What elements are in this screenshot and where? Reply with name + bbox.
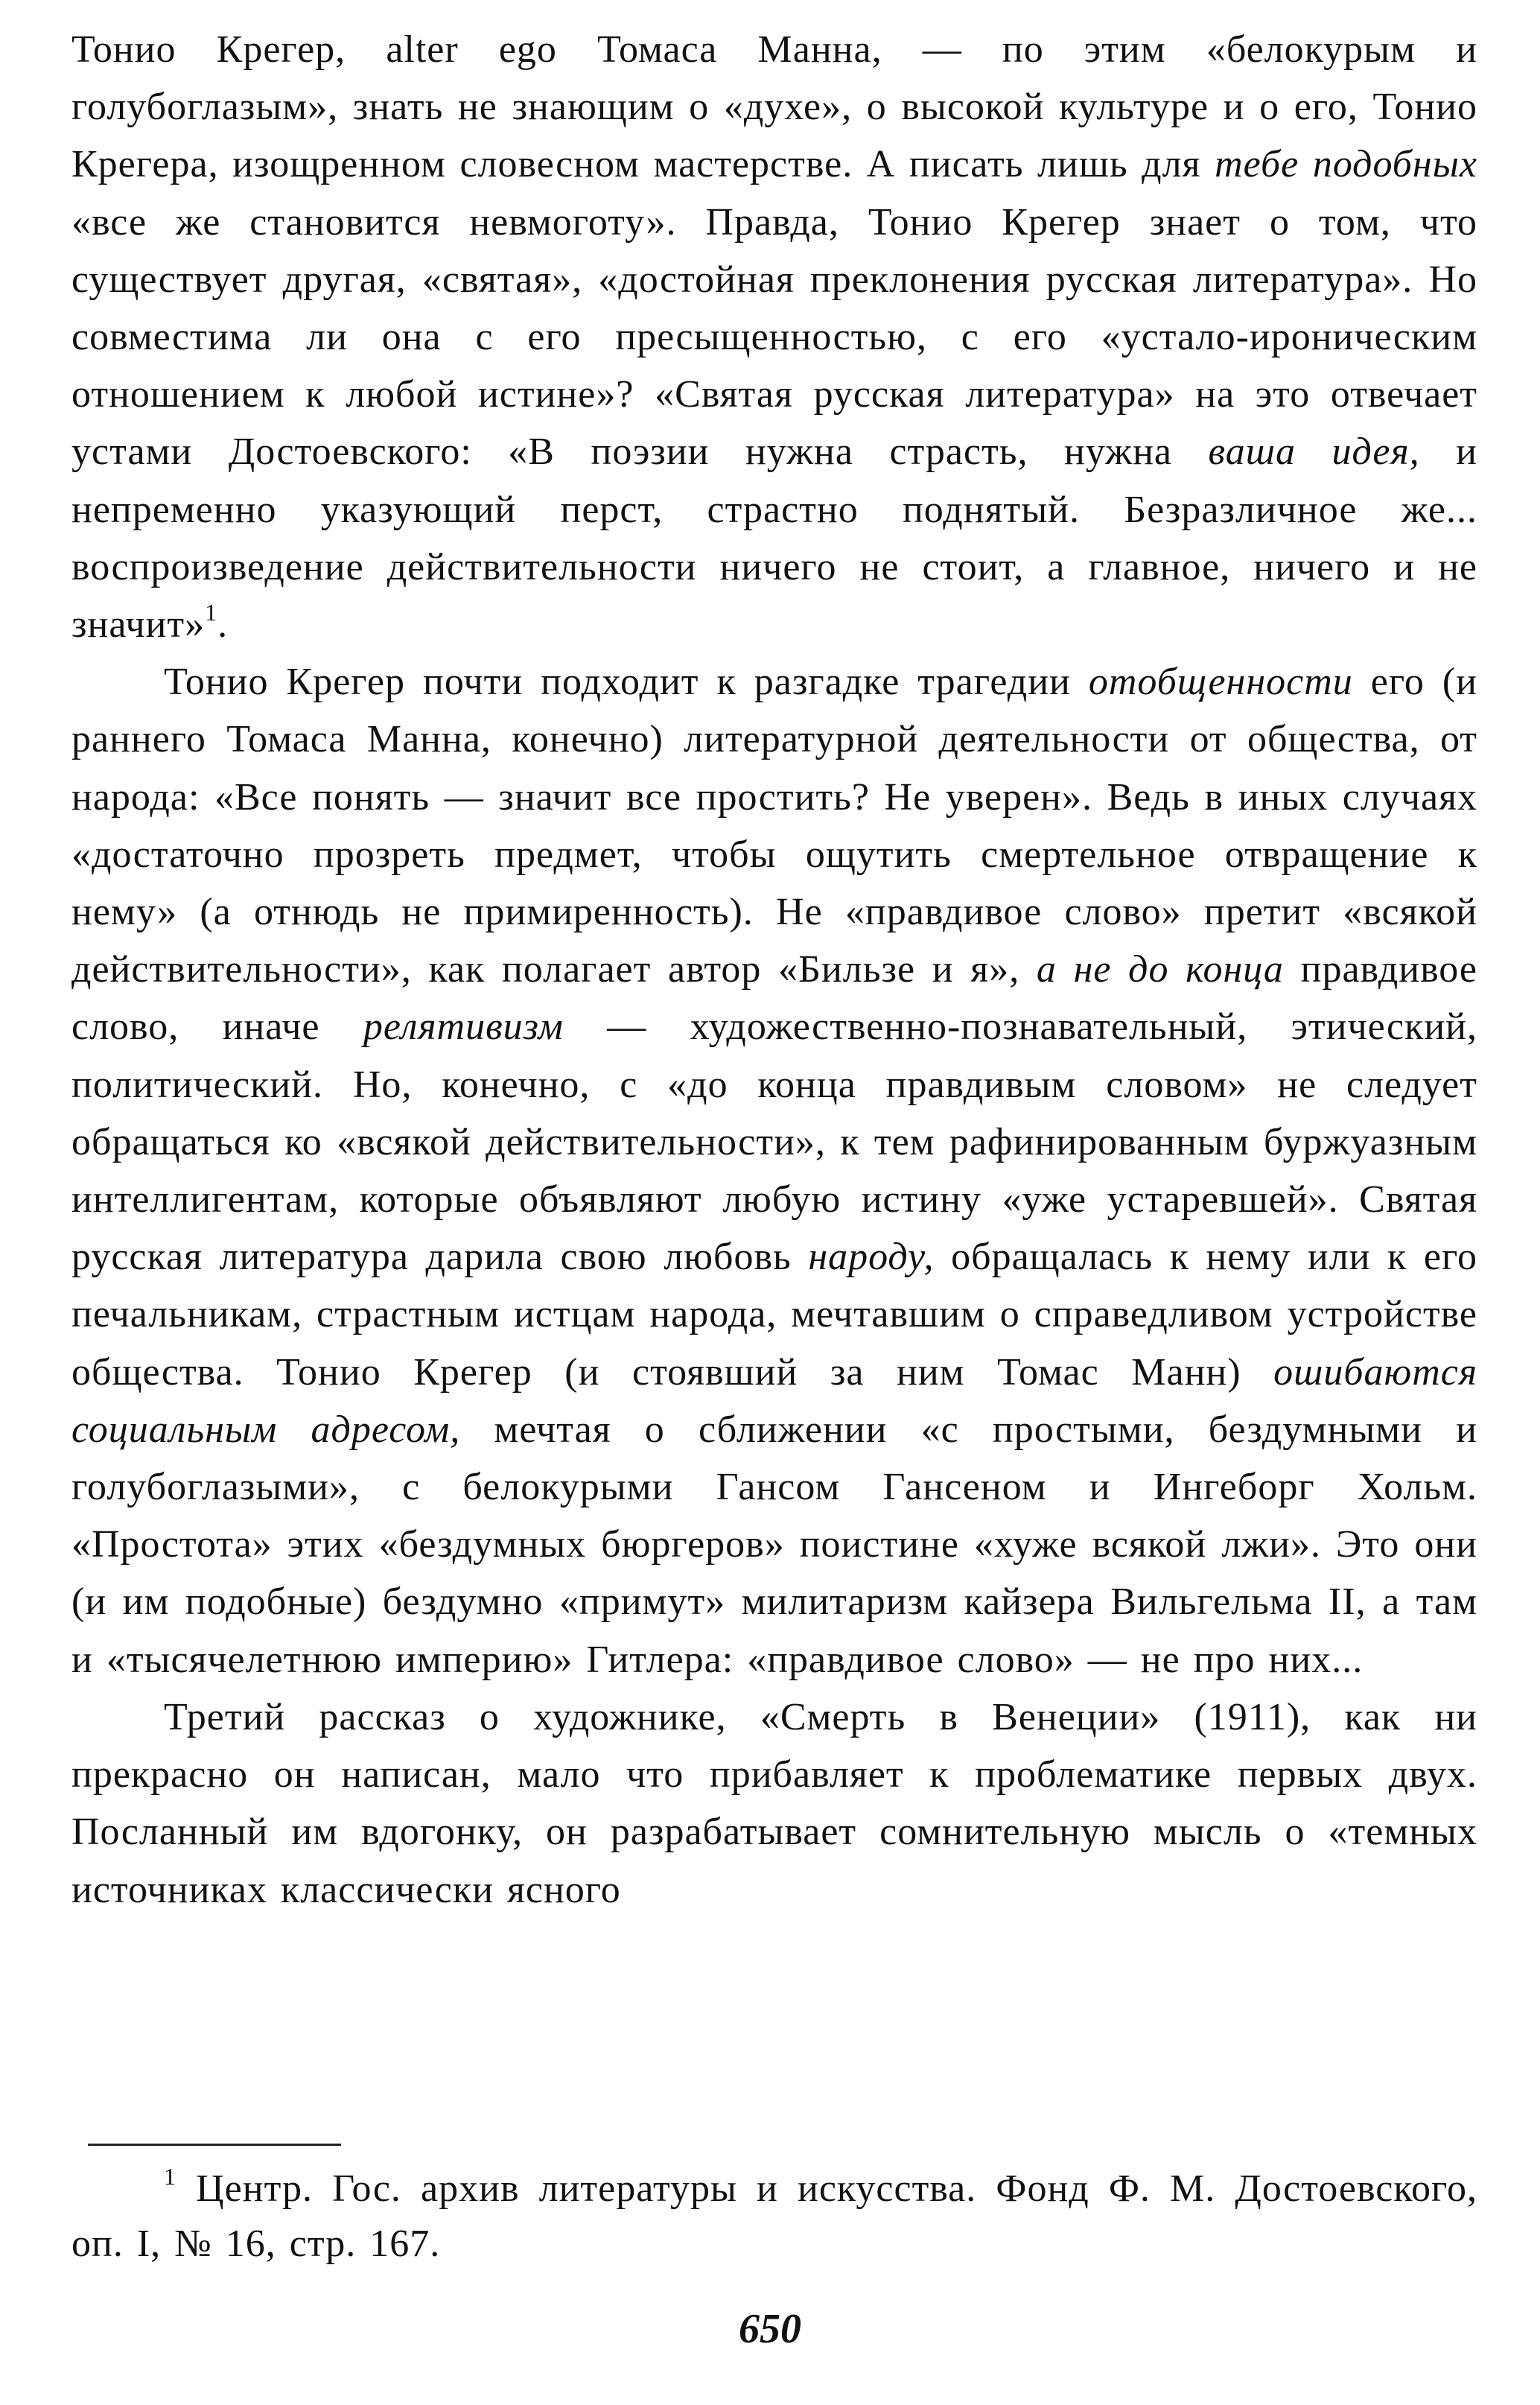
emphasis-vasha-ideya: ваша идея,: [1208, 431, 1420, 474]
footnote-mark: 1: [164, 2163, 176, 2190]
emphasis-tebe-podobnyh: тебе подобных: [1215, 143, 1478, 186]
emphasis-oshibayutsya-adresom: ошибаются социальным адресом,: [71, 1350, 1477, 1451]
footnote: [71, 2161, 1477, 2272]
paragraph-1-text: «все же становится невмоготу». Правда, Тонио Крегер знает о том, что существует другая, «святая», «достойная преклонения русская литература». Но совместима ли она с его пресыщенностью, с его «устало-ироническим отношением к любой истине»? «Святая русская литература» на это отвечает устами Достоевского: «В поэзии нужна страсть, нужна: [71, 200, 1477, 474]
paragraph-1: [71, 21, 1477, 653]
paragraph-2-text: — художественно-познавательный, этический, политический. Но, конечно, с «до конца правдивым словом» не следует обращаться ко «всякой действительности», к тем рафинированным буржуазным интеллигентам, которые объявляют любую истину «уже устаревшей». Святая русская литература дарила свою любовь: [71, 1005, 1477, 1279]
paragraph-2-text: обращалась к нему или к его печальникам, страстным истцам народа, мечтавшим о справедливом устройстве общества. Тонио Крегер (и стоявший за ним Томас Манн): [71, 1236, 1477, 1394]
paragraph-2-text: Тонио Крегер почти подходит к разгадке трагедии: [164, 661, 1089, 704]
emphasis-otobshchennosti: отобщенности: [1088, 661, 1353, 704]
page-number: 650: [739, 2306, 801, 2352]
footnote-divider: [88, 2144, 341, 2146]
paragraph-2: [71, 653, 1477, 1688]
paragraph-3-text: Третий рассказ о художнике, «Смерть в Венеции» (1911), как ни прекрасно он написан, мало что прибавляет к проблематике первых двух. Посланный им вдогонку, он разрабатывает сомнительную мысль о «темных источниках классически ясного: [71, 1695, 1477, 1911]
paragraph-2-text: правдивое слово, иначе: [71, 948, 1477, 1049]
emphasis-relyativizm: релятивизм: [363, 1005, 564, 1049]
paragraph-1-text: Тонио Крегер, alter ego Томаса Манна, — по этим «белокурым и голубоглазым», знать не знающим о «духе», о высокой культуре и о его, Тонио Крегера, изощренном словесном мастерстве. А писать лишь для: [71, 28, 1477, 186]
footnote-reference: 1: [205, 599, 218, 626]
paragraph-2-text: мечтая о сближении «с простыми, бездумными и голубоглазыми», с белокурыми Гансом Гансеном и Ингеборг Хольм. «Простота» этих «бездумных бюргеров» поистине «хуже всякой лжи». Это они (и им подобные) бездумно «примут» милитаризм кайзера Вильгельма II, а там и «тысячелетнюю империю» Гитлера: «правдивое слово» — не про них...: [71, 1408, 1478, 1681]
paragraph-1-text: и непременно указующий перст, страстно поднятый. Безразличное же... воспроизведение действительности ничего не стоит, а главное, ничего и не значит»: [71, 431, 1477, 646]
emphasis-narodu: народу,: [808, 1236, 935, 1279]
footnote-text: Центр. Гос. архив литературы и искусства. Фонд Ф. М. Достоевского, оп. I, № 16, стр. 167.: [71, 2167, 1478, 2265]
paragraph-3: [71, 1688, 1477, 1919]
emphasis-a-ne-do-kontsa: а не до конца: [1036, 948, 1284, 991]
paragraph-2-text: его (и раннего Томаса Манна, конечно) литературной деятельности от общества, от народа: «Все понять — значит все простить? Не уверен». Ведь в иных случаях «достаточно прозреть предмет, чтобы ощутить смертельное отвращение к нему» (а отнюдь не примиренность). Не «правдивое слово» претит «всякой действительности», как полагает автор «Бильзе и я»,: [71, 661, 1478, 991]
paragraph-1-text: .: [217, 603, 229, 646]
main-text: [71, 21, 1477, 1919]
